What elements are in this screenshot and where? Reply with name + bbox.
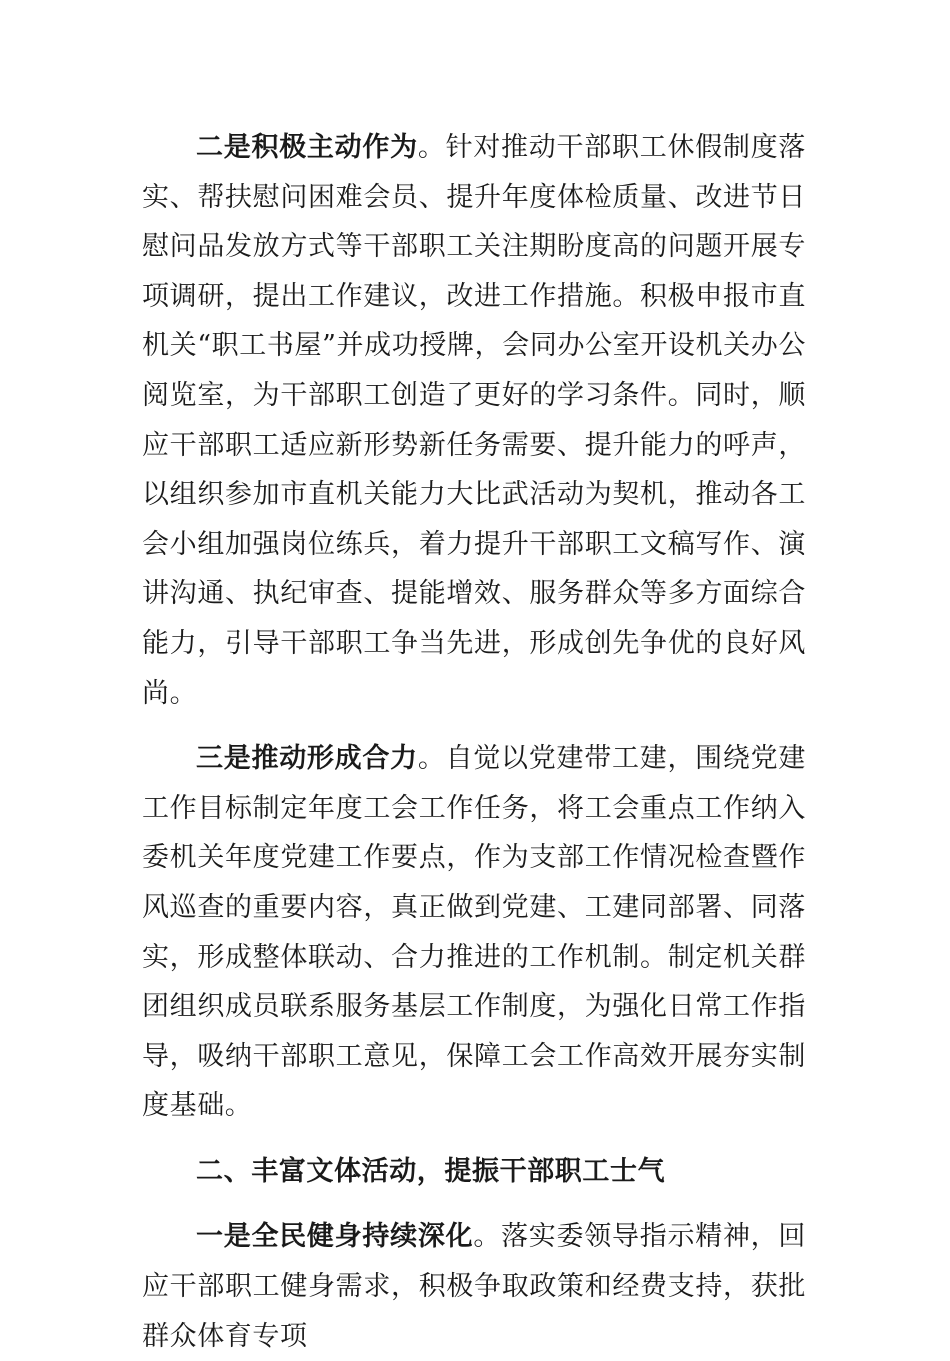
paragraph-lead: 三是推动形成合力 (196, 743, 418, 775)
paragraph-lead: 二是积极主动作为 (196, 132, 418, 163)
paragraph-fitness (142, 1212, 806, 1361)
paragraph-text: 。落实委领导指示精神，回应干部职工健身需求，积极争取政策和经费支持，获批群众体育专项 (142, 1221, 807, 1352)
paragraph-lead: 一是全民健身持续深化 (196, 1221, 474, 1253)
section-heading: 二、丰富文体活动，提振干部职工士气 (196, 1155, 666, 1187)
paragraph-joint-force (142, 734, 806, 1131)
paragraph-text: 。自觉以党建带工建，围绕党建工作目标制定年度工会工作任务，将工会重点工作纳入委机关年度党建工作要点，作为支部工作情况检查暨作风巡查的重要内容，真正做到党建、工建同部署、同落实，形成整体联动、合力推进的工作机制。制定机关群团组织成员联系服务基层工作制度，为强化日常工作指导，吸纳干部职工意见，保障工会工作高效开展夯实制度基础。 (142, 743, 806, 1122)
document-body (142, 123, 806, 1361)
paragraph-active-action (142, 123, 806, 718)
paragraph-text: 。针对推动干部职工休假制度落实、帮扶慰问困难会员、提升年度体检质量、改进节日慰问品发放方式等干部职工关注期盼度高的问题开展专项调研，提出工作建议，改进工作措施。积极申报市直机关“职工书屋”并成功授牌，会同办公室开设机关办公阅览室，为干部职工创造了更好的学习条件。同时，顺应干部职工适应新形势新任务需要、提升能力的呼声，以组织参加市直机关能力大比武活动为契机，推动各工会小组加强岗位练兵，着力提升干部职工文稿写作、演讲沟通、执纪审查、提能增效、服务群众等多方面综合能力，引导干部职工争当先进，形成创先争优的良好风尚。 (142, 132, 806, 709)
